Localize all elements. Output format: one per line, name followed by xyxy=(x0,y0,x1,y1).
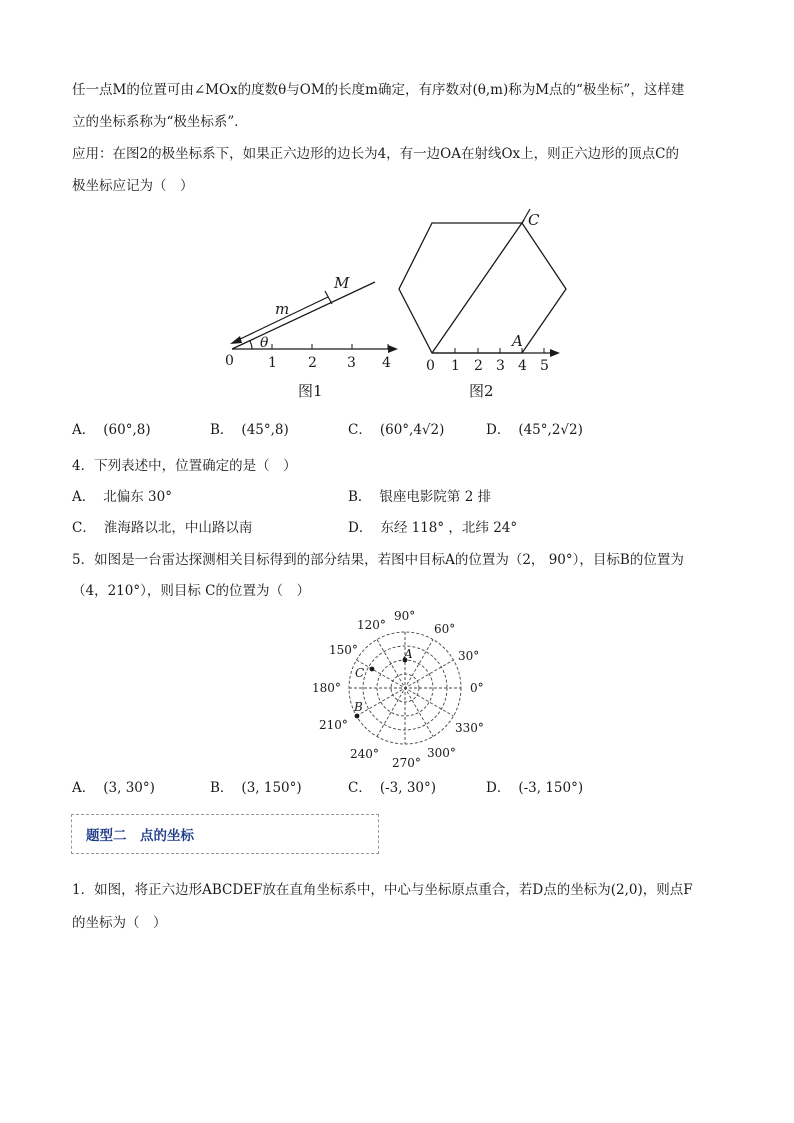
option-text: (45°,2√2) xyxy=(518,422,583,438)
fig2-tick-label: 5 xyxy=(540,358,549,374)
q3-option-c[interactable] xyxy=(348,419,444,441)
option-text: (60°,8) xyxy=(103,422,151,438)
q5-options xyxy=(72,777,732,799)
option-label: A． xyxy=(72,422,96,438)
radar-angle-label: 240° xyxy=(350,747,379,761)
option-text: 东经 118° ，北纬 24° xyxy=(380,520,518,536)
radar-angle-label: 330° xyxy=(455,721,484,735)
s2q1-line-1: 1．如图，将正六边形ABCDEF放在直角坐标系中，中心与坐标原点重合，若D点的坐标为(2,0)，则点F xyxy=(72,882,693,898)
option-text: (60°,4√2) xyxy=(379,422,445,438)
option-text: (3, 30°) xyxy=(103,780,155,796)
option-label: D． xyxy=(348,520,373,536)
fig1-m-arrow-head xyxy=(230,336,242,344)
option-text: (3, 150°) xyxy=(241,780,302,796)
radar-angle-label: 180° xyxy=(312,681,341,695)
fig2-caption: 图2 xyxy=(469,382,494,400)
fig2-tick-label: 4 xyxy=(518,358,527,374)
s2q1-line-2: 的坐标为（ ） xyxy=(72,915,167,931)
section-header-box xyxy=(71,814,379,854)
option-label: C． xyxy=(348,780,372,796)
q3-option-d[interactable] xyxy=(486,419,583,441)
option-label: D． xyxy=(486,780,511,796)
radar-angle-label: 0° xyxy=(470,681,484,695)
option-text: 银座电影院第 2 排 xyxy=(379,489,492,505)
fig2-tick-label: 3 xyxy=(496,358,505,374)
fig1-label-theta: θ xyxy=(260,335,269,351)
radar-figure xyxy=(305,605,505,775)
q4-stem: 4．下列表述中，位置确定的是（ ） xyxy=(72,458,297,474)
option-label: C． xyxy=(72,520,96,536)
radar-angle-label: 270° xyxy=(392,756,421,770)
q3-option-b[interactable] xyxy=(210,419,289,441)
option-label: B． xyxy=(348,489,372,505)
radar-angle-label: 30° xyxy=(458,649,480,663)
q4-option-a[interactable] xyxy=(72,486,172,508)
figure-1 xyxy=(220,270,410,380)
option-text: (-3, 150°) xyxy=(518,780,584,796)
fig2-label-A: A xyxy=(512,332,523,350)
q4-option-b[interactable] xyxy=(348,486,491,508)
fig1-tick-label: 3 xyxy=(347,355,356,371)
option-label: A． xyxy=(72,489,96,505)
fig2-axis-arrow xyxy=(550,349,560,357)
fig1-theta-arc xyxy=(250,341,252,349)
q4-option-d[interactable] xyxy=(348,517,517,539)
q3-options xyxy=(72,419,732,441)
radar-target-b-dot xyxy=(355,714,360,719)
q5-option-a[interactable] xyxy=(72,777,155,799)
radar-target-c-label: C xyxy=(355,666,365,680)
fig2-label-C: C xyxy=(528,211,540,229)
q5-option-c[interactable] xyxy=(348,777,436,799)
q3-line-2: 立的坐标系称为“极坐标系”． xyxy=(72,114,248,130)
q5-line-2: （4，210°），则目标 C的位置为（ ） xyxy=(72,583,310,599)
option-label: B． xyxy=(210,780,234,796)
option-label: C． xyxy=(348,422,372,438)
fig1-label-origin: 0 xyxy=(225,353,234,369)
radar-target-a-label: A xyxy=(404,647,413,661)
fig2-tick-label: 1 xyxy=(451,358,460,374)
radar-target-b-label: B xyxy=(354,700,363,714)
q4-options-row-2 xyxy=(72,517,732,539)
q4-options-row-1 xyxy=(72,486,732,508)
figure-2 xyxy=(390,205,570,380)
option-text: 淮海路以北，中山路以南 xyxy=(103,520,253,536)
radar-angle-label: 210° xyxy=(319,718,348,732)
q4-option-c[interactable] xyxy=(72,517,252,539)
fig1-label-M: M xyxy=(334,274,350,292)
option-text: 北偏东 30° xyxy=(103,489,172,505)
fig2-hexagon xyxy=(399,223,566,353)
q3-line-3: 应用：在图2的极坐标系下，如果正六边形的边长为4，有一边OA在射线Ox上，则正六边形的顶点C的 xyxy=(72,146,680,162)
radar-angle-label: 300° xyxy=(427,746,456,760)
option-label: A． xyxy=(72,780,96,796)
option-label: B． xyxy=(210,422,234,438)
radar-angle-label: 120° xyxy=(357,618,386,632)
q3-line-4: 极坐标应记为（ ） xyxy=(72,178,194,194)
fig1-ray-om xyxy=(232,282,375,349)
option-text: (-3, 30°) xyxy=(379,780,437,796)
fig2-tick-label: 2 xyxy=(474,358,483,374)
fig1-tick-label: 4 xyxy=(382,355,391,371)
radar-angle-label: 150° xyxy=(329,643,358,657)
section-title: 题型二 点的坐标 xyxy=(86,828,194,844)
fig1-caption: 图1 xyxy=(298,382,323,400)
q5-line-1: 5．如图是一台雷达探测相关目标得到的部分结果，若图中目标A的位置为（2， 90°），目标B的位置为 xyxy=(72,552,684,568)
fig1-label-m: m xyxy=(275,300,290,318)
q3-option-a[interactable] xyxy=(72,419,151,441)
q3-line-1: 任一点M的位置可由∠MOx的度数θ与OM的长度m确定，有序数对(θ,m)称为M点的“极坐标”，这样建 xyxy=(72,82,685,98)
fig2-diagonal-oc xyxy=(432,220,524,353)
fig2-label-origin: 0 xyxy=(426,358,435,374)
q5-option-d[interactable] xyxy=(486,777,583,799)
radar-target-c-dot xyxy=(370,667,375,672)
option-text: (45°,8) xyxy=(241,422,289,438)
q5-option-b[interactable] xyxy=(210,777,302,799)
fig1-tick-label: 2 xyxy=(308,355,317,371)
option-label: D． xyxy=(486,422,511,438)
fig1-tick-label: 1 xyxy=(268,355,277,371)
radar-angle-label: 90° xyxy=(394,609,416,623)
radar-angle-label: 60° xyxy=(434,622,456,636)
